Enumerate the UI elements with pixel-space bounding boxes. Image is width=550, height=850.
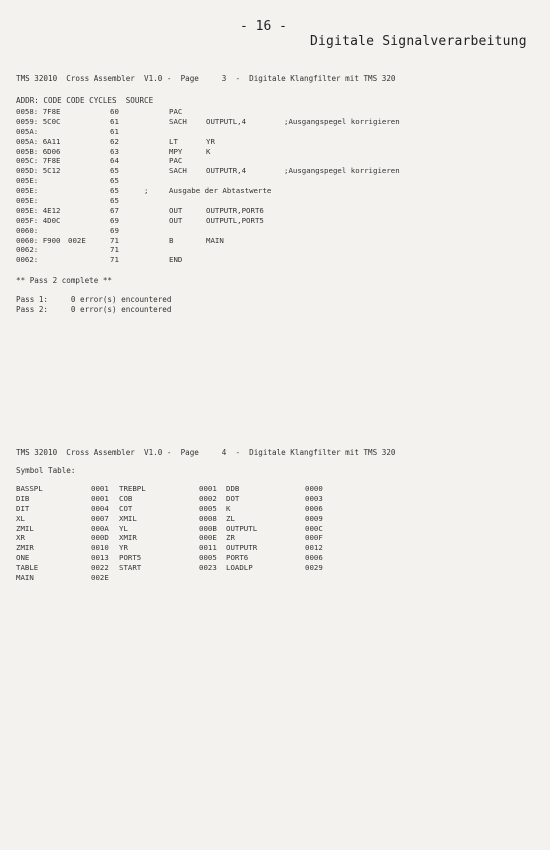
page-number: - 16 - (240, 19, 287, 34)
symbol-value: 0010 (91, 543, 109, 553)
symbol-value: 000D (91, 533, 109, 543)
symbol-table-label: Symbol Table: (16, 466, 76, 475)
code-line (16, 245, 536, 255)
symbol-name: XMIL (119, 513, 137, 523)
symbol-name: XL (16, 513, 25, 523)
symbol-value: 0013 (91, 553, 109, 563)
symbol-value: 000B (199, 523, 217, 533)
code-addr: 005B: 6D06 (16, 146, 61, 156)
code-addr: 005E: 4E12 (16, 205, 61, 215)
code-operand: OUTPUTR,PORT6 (206, 205, 264, 215)
code-addr: 0059: 5C0C (16, 116, 61, 126)
symbol-name: BASSPL (16, 484, 43, 493)
code-op: SACH (169, 166, 187, 176)
symbol-value: 0001 (199, 484, 217, 493)
code-line: 61 (110, 116, 119, 126)
code-addr: 005F: 4D0C (16, 215, 61, 225)
symbol-value: 0023 (199, 563, 217, 573)
symbol-name: ONE (16, 553, 30, 563)
code-line: 64 (110, 156, 119, 166)
symbol-value: 0001 (91, 493, 109, 503)
code-line (16, 196, 536, 206)
code-operand: OUTPUTR,4 (206, 166, 247, 176)
symbol-name: TREBPL (119, 484, 146, 493)
code-addr: 005A: 6A11 (16, 136, 61, 146)
code-addr: 005D: 5C12 (16, 166, 61, 176)
code-op: B (169, 235, 174, 245)
listing1-column-header: ADDR: CODE CODE CYCLES SOURCE (16, 96, 154, 105)
symbol-value: 002E (91, 573, 109, 583)
symbol-row (16, 504, 536, 514)
code-line (16, 176, 536, 186)
code-line (16, 166, 536, 176)
code-line: 65 (110, 176, 119, 186)
code-addr: 0062: (16, 245, 39, 255)
symbol-value: 0022 (91, 563, 109, 573)
symbol-row (16, 573, 536, 583)
code-line: 65 (110, 186, 119, 196)
code-addr: 005E: (16, 186, 39, 196)
symbol-name: YR (119, 543, 128, 553)
symbol-value: 000F (305, 533, 323, 543)
code-operand: OUTPUTL,4 (206, 116, 247, 126)
symbol-name: XMIR (119, 533, 137, 543)
code-code2: 002E (68, 235, 86, 245)
code-line (16, 147, 536, 157)
symbol-value: 0005 (199, 553, 217, 563)
pass1-result: Pass 1: 0 error(s) encountered (16, 295, 172, 304)
code-line (16, 226, 536, 236)
listing2-title: TMS 32010 Cross Assembler V1.0 - Page 4 - Digitale Klangfilter mit TMS 320 (16, 448, 396, 457)
symbol-row (16, 514, 536, 524)
symbol-value: 000C (305, 523, 323, 533)
symbol-name: YL (119, 523, 128, 533)
symbol-name: OUTPUTR (226, 543, 258, 553)
code-line: 71 (110, 235, 119, 245)
symbol-name: COB (119, 493, 133, 503)
code-line (16, 117, 536, 127)
symbol-name: START (119, 563, 142, 573)
symbol-value: 000A (91, 523, 109, 533)
page-header (240, 4, 540, 49)
code-line (16, 255, 536, 265)
symbol-name: OUTPUTL (226, 523, 258, 533)
symbol-row (16, 563, 536, 573)
symbol-name: ZMIR (16, 543, 34, 553)
pass2-result: Pass 2: 0 error(s) encountered (16, 305, 172, 314)
pass-complete: ** Pass 2 complete ** (16, 276, 113, 285)
code-operand: OUTPUTL,PORT5 (206, 215, 264, 225)
code-line (16, 127, 536, 137)
code-line: 63 (110, 146, 119, 156)
code-line (16, 216, 536, 226)
symbol-name: MAIN (16, 573, 34, 583)
code-line: 65 (110, 196, 119, 206)
symbol-row (16, 543, 536, 553)
symbol-value: 0008 (199, 513, 217, 523)
symbol-value: 000E (199, 533, 217, 543)
code-op: SACH (169, 116, 187, 126)
code-comment: ;Ausgangspegel korrigieren (284, 116, 400, 126)
symbol-value: 0000 (305, 484, 323, 493)
symbol-name: DDB (226, 484, 240, 493)
code-operand: YR (206, 136, 215, 146)
code-addr: 0062: (16, 255, 39, 265)
symbol-row (16, 524, 536, 534)
listing1-code (16, 107, 536, 265)
code-line: 60 (110, 107, 119, 116)
code-line (16, 137, 536, 147)
symbol-name: ZL (226, 513, 235, 523)
listing1-title: TMS 32010 Cross Assembler V1.0 - Page 3 - Digitale Klangfilter mit TMS 320 (16, 74, 396, 83)
symbol-name: ZMIL (16, 523, 34, 533)
symbol-row (16, 494, 536, 504)
symbol-name: LOADLP (226, 563, 253, 573)
code-line (16, 206, 536, 216)
code-line: 69 (110, 225, 119, 235)
symbol-row (16, 484, 536, 494)
code-op: MPY (169, 146, 183, 156)
code-operand: MAIN (206, 235, 224, 245)
code-comment: ;Ausgangspegel korrigieren (284, 166, 400, 176)
code-line: 61 (110, 126, 119, 136)
symbol-value: 0006 (305, 553, 323, 563)
code-line (16, 156, 536, 166)
code-operand: K (206, 146, 211, 156)
code-op: LT (169, 136, 178, 146)
code-op: PAC (169, 156, 183, 166)
symbol-name: PORT6 (226, 553, 249, 563)
symbol-value: 0006 (305, 503, 323, 513)
code-line (16, 236, 536, 246)
symbol-name: XR (16, 533, 25, 543)
symbol-value: 0002 (199, 493, 217, 503)
symbol-row (16, 553, 536, 563)
code-addr: 005A: (16, 126, 39, 136)
symbol-name: TABLE (16, 563, 39, 573)
code-line: 71 (110, 245, 119, 255)
code-line: 62 (110, 136, 119, 146)
symbol-value: 0012 (305, 543, 323, 553)
symbol-value: 0009 (305, 513, 323, 523)
code-line: 71 (110, 255, 119, 265)
symbol-name: K (226, 503, 231, 513)
symbol-value: 0003 (305, 493, 323, 503)
code-mark: ; (144, 186, 149, 196)
code-op: Ausgabe der Abtastwerte (169, 186, 272, 196)
code-addr: 0060: (16, 225, 39, 235)
code-op: OUT (169, 205, 183, 215)
symbol-name: DIT (16, 503, 30, 513)
symbol-name: COT (119, 503, 133, 513)
symbol-value: 0004 (91, 503, 109, 513)
code-line (16, 186, 536, 196)
symbol-value: 0029 (305, 563, 323, 573)
symbol-value: 0011 (199, 543, 217, 553)
code-addr: 005E: (16, 176, 39, 186)
code-line: 67 (110, 205, 119, 215)
code-line: 65 (110, 166, 119, 176)
symbol-name: PORT5 (119, 553, 142, 563)
code-op: PAC (169, 107, 183, 116)
code-addr: 005E: (16, 196, 39, 206)
symbol-row (16, 533, 536, 543)
code-addr: 005C: 7F8E (16, 156, 61, 166)
page-title: Digitale Signalverarbeitung (310, 34, 527, 49)
code-line (16, 107, 536, 117)
symbol-name: ZR (226, 533, 235, 543)
symbol-table (16, 484, 536, 583)
symbol-value: 0001 (91, 484, 109, 493)
symbol-name: DIB (16, 493, 30, 503)
symbol-name: DOT (226, 493, 240, 503)
code-addr: 0060: F900 (16, 235, 61, 245)
code-line: 69 (110, 215, 119, 225)
code-op: END (169, 255, 183, 265)
code-addr: 0058: 7F8E (16, 107, 61, 116)
symbol-value: 0005 (199, 503, 217, 513)
code-op: OUT (169, 215, 183, 225)
symbol-value: 0007 (91, 513, 109, 523)
